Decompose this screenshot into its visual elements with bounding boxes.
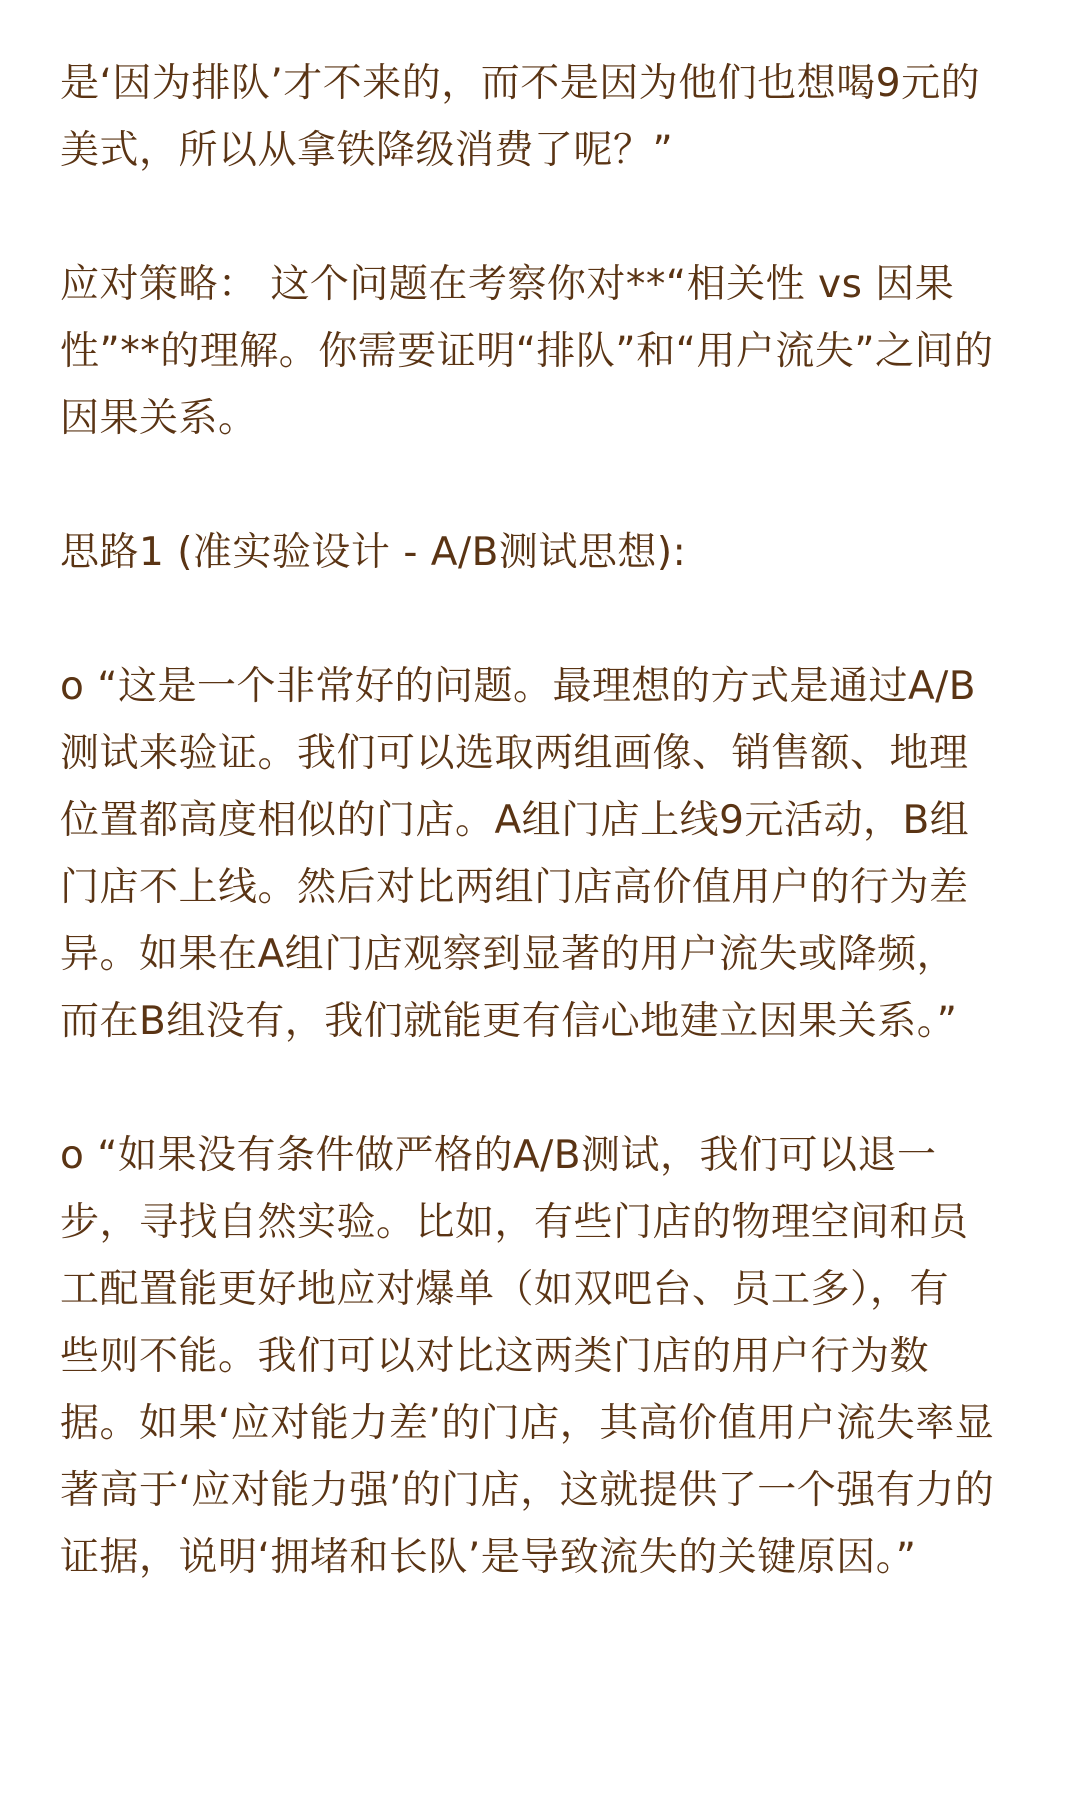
- text-line: o “如果没有条件做严格的A/B测试，我们可以退一: [60, 1133, 937, 1178]
- text-line: 著高于‘应对能力强’的门店，这就提供了一个强有力的: [60, 1468, 995, 1513]
- paragraph-gap: [60, 452, 1030, 519]
- text-line: 位置都高度相似的门店。A组门店上线9元活动，B组: [60, 798, 970, 843]
- text-line: 门店不上线。然后对比两组门店高价值用户的行为差: [60, 865, 969, 910]
- paragraph-gap: [60, 586, 1030, 653]
- text-line: o “这是一个非常好的问题。最理想的方式是通过A/B: [60, 664, 977, 709]
- text-line: 美式，所以从拿铁降级消费了呢？”: [60, 128, 674, 173]
- document-body: [60, 50, 1030, 1591]
- text-line: 而在B组没有，我们就能更有信心地建立因果关系。”: [60, 999, 958, 1044]
- text-line: 因果关系。: [60, 396, 258, 441]
- text-line: 测试来验证。我们可以选取两组画像、销售额、地理: [60, 731, 969, 776]
- text-line: 步，寻找自然实验。比如，有些门店的物理空间和员: [60, 1200, 969, 1245]
- text-line: 工配置能更好地应对爆单（如双吧台、员工多），有: [60, 1267, 950, 1312]
- text-line: 据。如果‘应对能力差’的门店，其高价值用户流失率显: [60, 1401, 995, 1446]
- text-line: 证据，说明‘拥堵和长队’是导致流失的关键原因。”: [60, 1535, 917, 1580]
- text-line: 是‘因为排队’才不来的，而不是因为他们也想喝9元的: [60, 61, 981, 106]
- text-line: 异。如果在A组门店观察到显著的用户流失或降频，: [60, 932, 957, 977]
- paragraph-gap: [60, 184, 1030, 251]
- paragraph-gap: [60, 1055, 1030, 1122]
- text-line: 应对策略： 这个问题在考察你对**“相关性 vs 因果: [60, 262, 955, 307]
- section-heading: 思路1 (准实验设计 - A/B测试思想):: [60, 530, 687, 575]
- text-line: 性”**的理解。你需要证明“排队”和“用户流失”之间的: [60, 329, 994, 374]
- text-line: 些则不能。我们可以对比这两类门店的用户行为数: [60, 1334, 930, 1379]
